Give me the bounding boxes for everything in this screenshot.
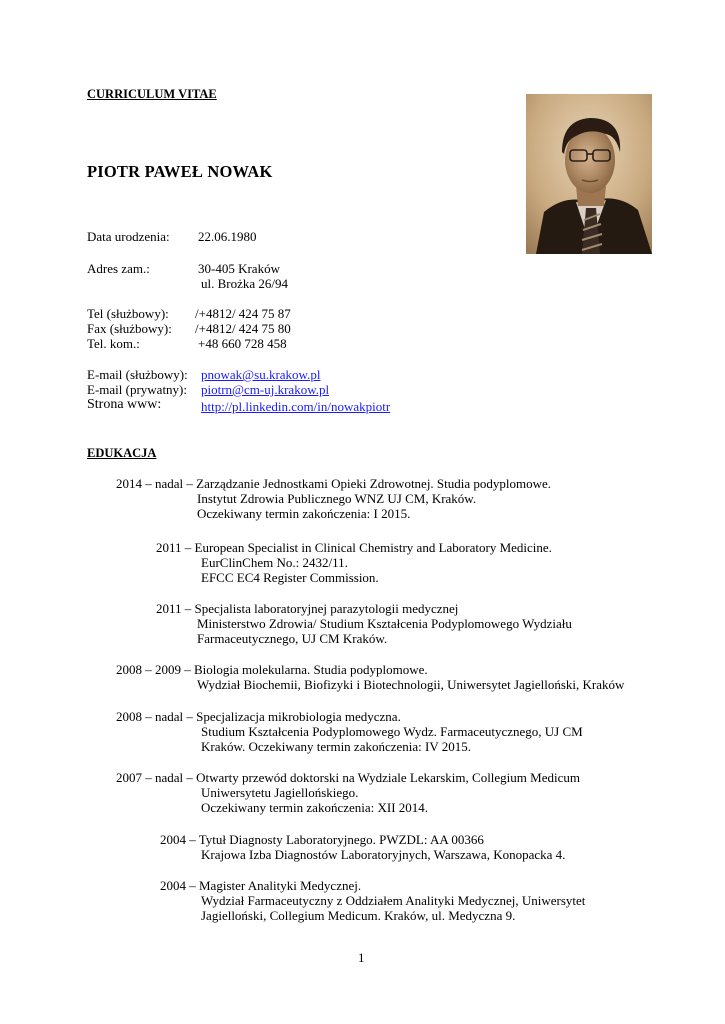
- entry-first-line: 2004 – Tytuł Diagnosty Laboratoryjnego. PWZDL: AA 00366: [160, 832, 484, 847]
- email-private-link[interactable]: piotrn@cm-uj.krakow.pl: [201, 382, 330, 397]
- entry-detail-line: Farmaceutycznego, UJ CM Kraków.: [197, 631, 388, 646]
- entry-first-line: 2011 – European Specialist in Clinical Chemistry and Laboratory Medicine.: [156, 540, 552, 555]
- entry-detail-line: Wydział Farmaceutyczny z Oddziałem Analityki Medycznej, Uniwersytet: [201, 893, 586, 908]
- email-work-link[interactable]: pnowak@su.krakow.pl: [201, 367, 321, 382]
- entry-detail-line: Oczekiwany termin zakończenia: XII 2014.: [201, 800, 429, 815]
- website-link[interactable]: http://pl.linkedin.com/in/nowakpiotr: [201, 399, 391, 414]
- page-number: 1: [358, 950, 365, 965]
- address-line-2: ul. Brożka 26/94: [201, 276, 289, 291]
- entry-detail-line: Oczekiwany termin zakończenia: I 2015.: [197, 506, 411, 521]
- entry-detail-line: EFCC EC4 Register Commission.: [201, 570, 379, 585]
- tel-mobile-label: Tel. kom.:: [87, 336, 140, 351]
- tel-work-label: Tel (służbowy):: [87, 306, 169, 321]
- entry-detail-line: Jagielloński, Collegium Medicum. Kraków, ul. Medyczna 9.: [201, 908, 516, 923]
- education-entry: [156, 601, 458, 616]
- entry-details: [197, 616, 572, 646]
- entry-first-line: 2007 – nadal – Otwarty przewód doktorski na Wydziale Lekarskim, Collegium Medicum: [116, 770, 580, 785]
- education-entry: [116, 770, 580, 785]
- entry-details: [201, 555, 379, 585]
- entry-first-line: 2004 – Magister Analityki Medycznej.: [160, 878, 362, 893]
- address-label: Adres zam.:: [87, 261, 150, 276]
- entry-detail-line: Instytut Zdrowia Publicznego WNZ UJ CM, Kraków.: [197, 491, 477, 506]
- entry-first-line: 2011 – Specjalista laboratoryjnej parazytologii medycznej: [156, 601, 459, 616]
- education-entry: [160, 878, 361, 893]
- education-heading: EDUKACJA: [87, 446, 157, 460]
- entry-first-line: 2014 – nadal – Zarządzanie Jednostkami Opieki Zdrowotnej. Studia podyplomowe.: [116, 476, 552, 491]
- entry-detail-line: Krajowa Izba Diagnostów Laboratoryjnych, Warszawa, Konopacka 4.: [201, 847, 566, 862]
- entry-details: [201, 785, 428, 815]
- tel-mobile-value: +48 660 728 458: [198, 336, 287, 351]
- website-label: Strona www:: [87, 397, 162, 412]
- entry-first-line: 2008 – 2009 – Biologia molekularna. Studia podyplomowe.: [116, 662, 428, 677]
- entry-details: [201, 724, 583, 754]
- entry-details: [201, 893, 585, 923]
- address-line-1: 30-405 Kraków: [198, 261, 280, 276]
- education-entry: [160, 832, 484, 847]
- entry-detail-line: Kraków. Oczekiwany termin zakończenia: IV 2015.: [201, 739, 472, 754]
- entry-detail-line: EurClinChem No.: 2432/11.: [201, 555, 348, 570]
- entry-detail-line: Ministerstwo Zdrowia/ Studium Kształcenia Podyplomowego Wydziału: [197, 616, 572, 631]
- education-entry: [156, 540, 552, 555]
- education-entry: [116, 662, 428, 677]
- birth-date-label: Data urodzenia:: [87, 229, 170, 244]
- entry-detail-line: Wydział Biochemii, Biofizyki i Biotechnologii, Uniwersytet Jagielloński, Kraków: [197, 677, 625, 692]
- entry-details: [197, 491, 476, 521]
- email-work-label: E-mail (służbowy):: [87, 367, 188, 382]
- birth-date-value: 22.06.1980: [198, 229, 257, 244]
- profile-photo: [526, 94, 652, 254]
- tel-work-value: /+4812/ 424 75 87: [195, 306, 291, 321]
- person-name: PIOTR PAWEŁ NOWAK: [87, 162, 273, 181]
- entry-details: [197, 677, 624, 692]
- fax-work-value: /+4812/ 424 75 80: [195, 321, 291, 336]
- cv-title: CURRICULUM VITAE: [87, 87, 217, 101]
- entry-details: [201, 847, 565, 862]
- entry-detail-line: Uniwersytetu Jagiellońskiego.: [201, 785, 359, 800]
- education-entry: [116, 709, 401, 724]
- email-private-label: E-mail (prywatny):: [87, 382, 187, 397]
- entry-first-line: 2008 – nadal – Specjalizacja mikrobiologia medyczna.: [116, 709, 401, 724]
- education-entry: [116, 476, 551, 491]
- entry-detail-line: Studium Kształcenia Podyplomowego Wydz. Farmaceutycznego, UJ CM: [201, 724, 583, 739]
- fax-work-label: Fax (służbowy):: [87, 321, 172, 336]
